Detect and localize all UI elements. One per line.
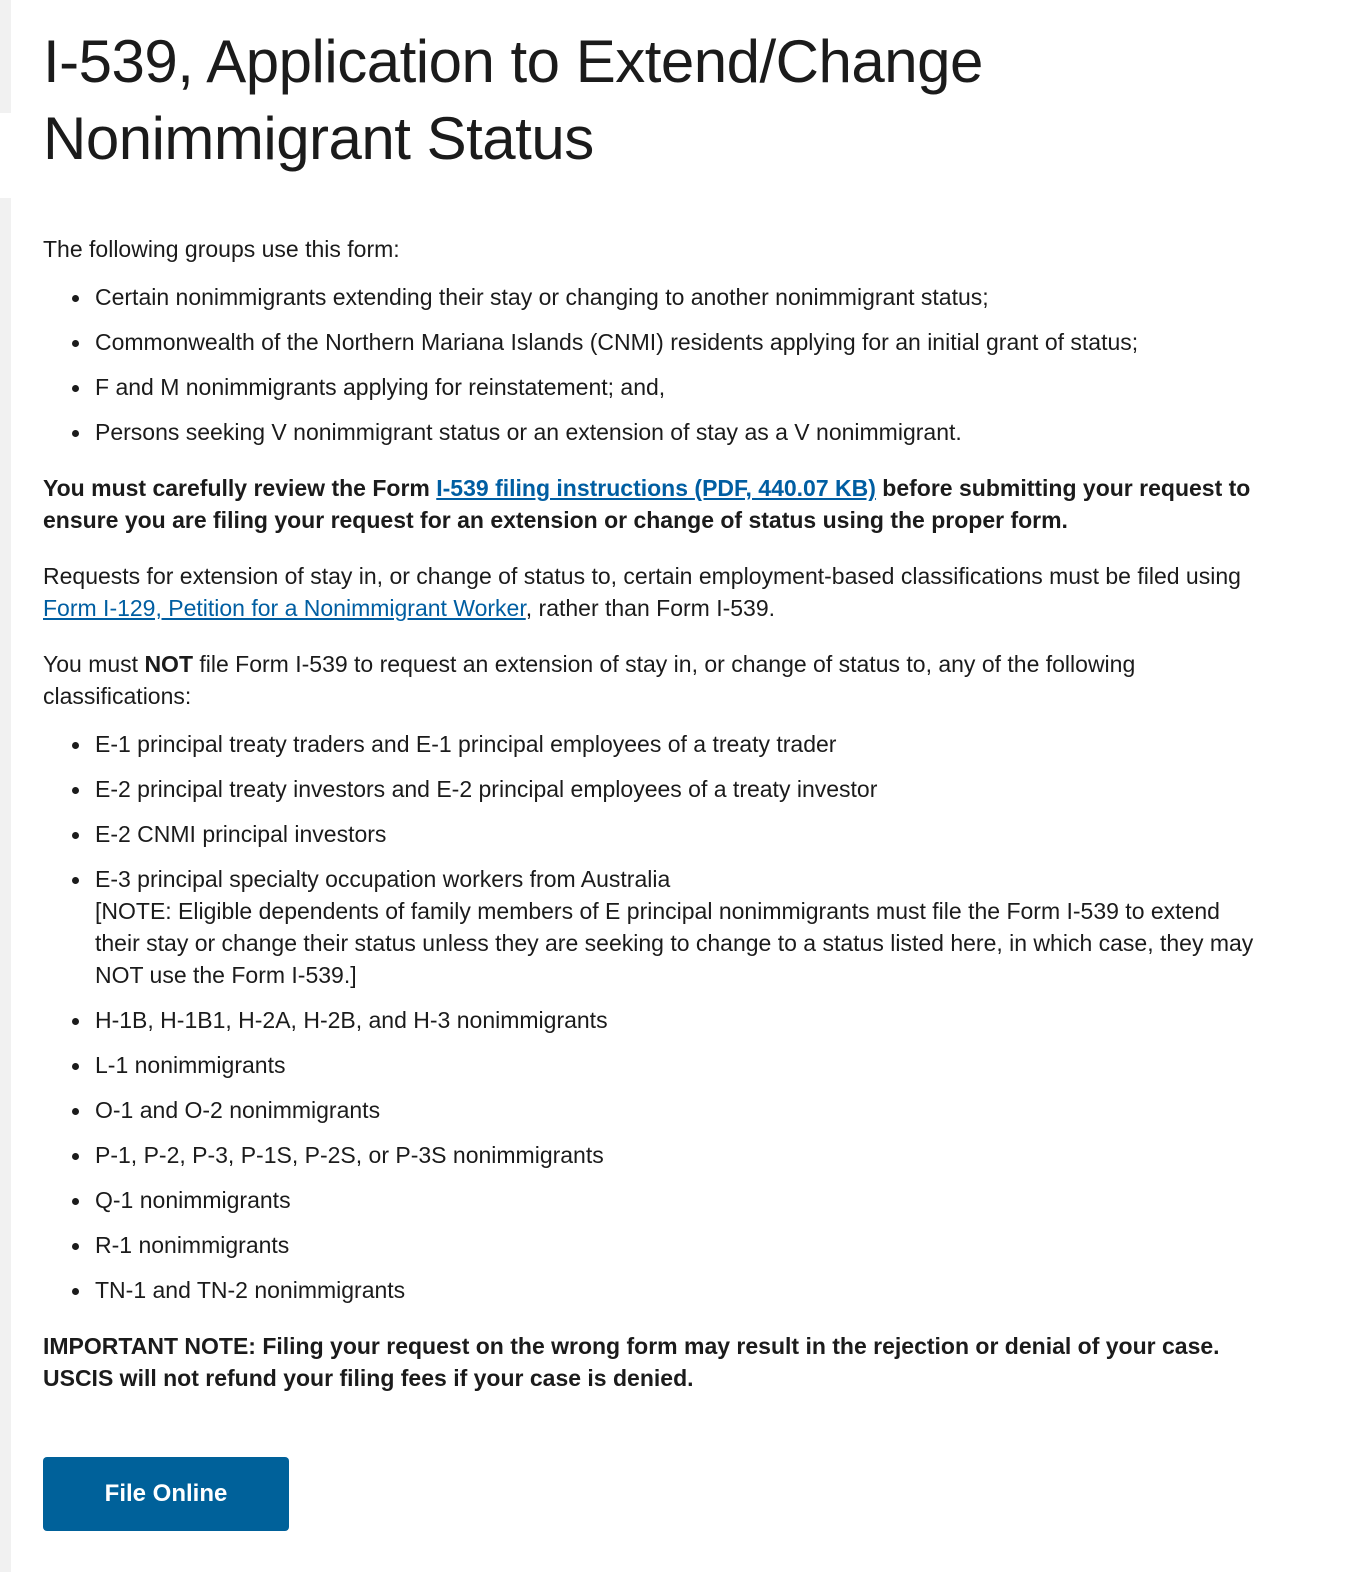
filing-instructions-label: I-539 filing instructions — [436, 475, 689, 501]
list-item: Q-1 nonimmigrants — [95, 1184, 1263, 1216]
employment-note — [43, 560, 1263, 624]
not-file-text-after: file Form I-539 to request an extension of stay in, or change of status to, any of the following classifications: — [43, 651, 1136, 709]
left-gutter-bottom — [0, 198, 11, 1572]
list-item: F and M nonimmigrants applying for reinstatement; and, — [95, 371, 1263, 403]
list-item: Persons seeking V nonimmigrant status or an extension of stay as a V nonimmigrant. — [95, 416, 1263, 448]
form-i129-link[interactable]: Form I-129, Petition for a Nonimmigrant Worker — [43, 595, 526, 621]
list-item: L-1 nonimmigrants — [95, 1049, 1263, 1081]
list-item-e3 — [95, 863, 1263, 991]
not-file-emphasis: NOT — [144, 651, 193, 677]
employment-text-before: Requests for extension of stay in, or change of status to, certain employment-based classifications must be filed using — [43, 563, 1241, 589]
list-item: E-2 CNMI principal investors — [95, 818, 1263, 850]
page-title: I-539, Application to Extend/Change Nonimmigrant Status — [43, 28, 983, 172]
left-gutter-top — [0, 0, 11, 113]
list-item: Certain nonimmigrants extending their stay or changing to another nonimmigrant status; — [95, 281, 1263, 313]
groups-list — [43, 281, 1263, 448]
list-item: Commonwealth of the Northern Mariana Islands (CNMI) residents applying for an initial grant of status; — [95, 326, 1263, 358]
review-text-before: You must carefully review the Form — [43, 475, 437, 501]
review-text-after: before submitting your request to ensure you are filing your request for an extension or change of status using the proper form. — [43, 475, 1251, 533]
employment-text-after: , rather than Form I-539. — [525, 595, 776, 621]
e3-label: E-3 principal specialty occupation workers from Australia — [95, 866, 671, 892]
groups-intro: The following groups use this form: — [43, 236, 400, 262]
filing-instructions-meta: (PDF, 440.07 KB) — [694, 475, 876, 501]
not-file-text-before: You must — [43, 651, 145, 677]
e3-note: [NOTE: Eligible dependents of family members of E principal nonimmigrants must file the Form I-539 to extend their stay or change their status unless they are seeking to change to a status listed here, in which case, they may NOT use the Form I-539.] — [95, 898, 1254, 988]
classifications-list — [43, 728, 1263, 1306]
filing-instructions-link[interactable] — [436, 475, 876, 501]
review-instructions — [43, 472, 1263, 536]
file-online-button[interactable]: File Online — [43, 1457, 289, 1531]
list-item: E-1 principal treaty traders and E-1 principal employees of a treaty trader — [95, 728, 1263, 760]
list-item: E-2 principal treaty investors and E-2 principal employees of a treaty investor — [95, 773, 1263, 805]
list-item: R-1 nonimmigrants — [95, 1229, 1263, 1261]
important-note: IMPORTANT NOTE: Filing your request on the wrong form may result in the rejection or denial of your case. USCIS will not refund your filing fees if your case is denied. — [43, 1333, 1220, 1391]
list-item: P-1, P-2, P-3, P-1S, P-2S, or P-3S nonimmigrants — [95, 1139, 1263, 1171]
list-item: O-1 and O-2 nonimmigrants — [95, 1094, 1263, 1126]
page-content — [43, 0, 1263, 1394]
not-file-note — [43, 648, 1263, 712]
list-item: H-1B, H-1B1, H-2A, H-2B, and H-3 nonimmigrants — [95, 1004, 1263, 1036]
list-item: TN-1 and TN-2 nonimmigrants — [95, 1274, 1263, 1306]
